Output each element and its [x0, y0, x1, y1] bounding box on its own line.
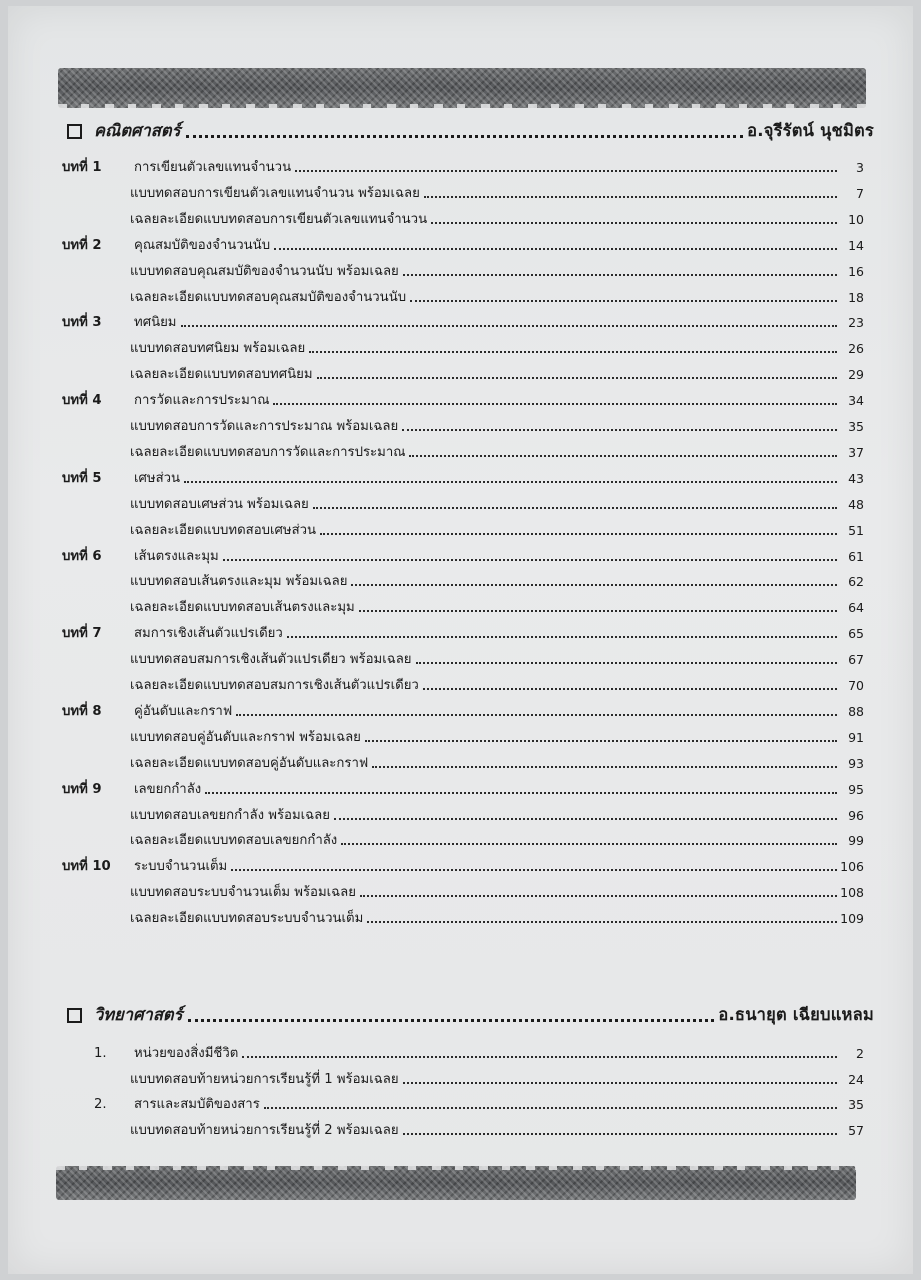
- sub-entry-title: แบบทดสอบระบบจำนวนเต็ม พร้อมเฉลย: [130, 885, 356, 901]
- chapter-title: สารและสมบัติของสาร: [134, 1097, 260, 1112]
- chapter-row[interactable]: [62, 620, 864, 642]
- dot-leader: [359, 610, 837, 612]
- chapter-title: เศษส่วน: [134, 470, 181, 486]
- sub-entry-row[interactable]: [62, 439, 864, 461]
- sub-entry-title: แบบทดสอบเส้นตรงและมุม พร้อมเฉลย: [130, 574, 348, 590]
- chapter-row[interactable]: [62, 853, 864, 875]
- page-number: 2: [856, 1046, 864, 1061]
- sub-entry-row[interactable]: [62, 180, 864, 202]
- page-number: 57: [848, 1122, 864, 1138]
- dot-leader: [264, 1107, 837, 1109]
- sub-entry-title: เฉลยละเอียดแบบทดสอบการวัดและการประมาณ: [130, 444, 406, 460]
- dot-leader: [236, 714, 837, 716]
- document-page: [8, 6, 913, 1274]
- decorative-band-top: [58, 68, 866, 108]
- dot-leader: [334, 818, 837, 820]
- sub-entry-row[interactable]: [62, 335, 864, 357]
- chapter-number: บทที่ 5: [62, 470, 102, 486]
- chapter-number: บทที่ 10: [62, 859, 111, 875]
- page-number: 7: [856, 185, 864, 201]
- dot-leader: [287, 636, 837, 638]
- sub-entry-title: แบบทดสอบทศนิยม พร้อมเฉลย: [130, 341, 306, 357]
- page-number: 34: [848, 393, 864, 409]
- sub-entry-row[interactable]: [62, 1066, 864, 1088]
- sub-entry-row[interactable]: [62, 206, 864, 228]
- chapter-row[interactable]: [62, 309, 864, 331]
- sub-entry-title: เฉลยละเอียดแบบทดสอบสมการเชิงเส้นตัวแปรเดียว: [130, 678, 419, 693]
- page-number: 95: [848, 781, 864, 797]
- sub-entry-title: เฉลยละเอียดแบบทดสอบเศษส่วน: [130, 522, 317, 538]
- sub-entry-row[interactable]: [62, 284, 864, 306]
- page-number: 10: [848, 211, 864, 227]
- chapter-title: ระบบจำนวนเต็ม: [134, 859, 228, 875]
- sub-entry-row[interactable]: [62, 646, 864, 668]
- page-number: 62: [848, 574, 864, 590]
- chapter-title: คุณสมบัติของจำนวนนับ: [134, 237, 271, 253]
- chapter-number: บทที่ 1: [62, 160, 102, 175]
- dot-leader: [184, 481, 837, 483]
- sub-entry-title: แบบทดสอบการวัดและการประมาณ พร้อมเฉลย: [130, 419, 399, 434]
- chapter-title: การวัดและการประมาณ: [134, 393, 270, 409]
- page-number: 64: [848, 600, 864, 616]
- chapter-title: การเขียนตัวเลขแทนจำนวน: [134, 160, 292, 175]
- page-number: 99: [848, 833, 864, 849]
- chapter-title: สมการเชิงเส้นตัวแปรเดียว: [134, 626, 283, 642]
- page-number: 108: [840, 885, 864, 901]
- dot-leader: [403, 1133, 837, 1135]
- sub-entry-row[interactable]: [62, 750, 864, 772]
- dot-leader: [205, 792, 837, 794]
- sub-entry-title: แบบทดสอบคุณสมบัติของจำนวนนับ พร้อมเฉลย: [130, 263, 399, 279]
- dot-leader: [351, 584, 837, 586]
- page-number: 3: [856, 160, 864, 175]
- page-number: 26: [848, 341, 864, 357]
- subject-author: อ.ธนายุต เฉียบแหลม: [718, 1005, 874, 1024]
- sub-entry-row[interactable]: [62, 672, 864, 694]
- chapter-title: เส้นตรงและมุม: [134, 548, 219, 564]
- dot-leader: [309, 351, 837, 353]
- page-number: 48: [848, 496, 864, 512]
- sub-entry-row[interactable]: [62, 879, 864, 901]
- dot-leader: [317, 377, 837, 379]
- page-number: 109: [840, 911, 864, 927]
- dot-leader: [424, 196, 837, 198]
- page-number: 61: [848, 548, 864, 564]
- page-number: 106: [840, 859, 864, 875]
- sub-entry-title: แบบทดสอบสมการเชิงเส้นตัวแปรเดียว พร้อมเฉลย: [130, 652, 412, 668]
- page-number: 96: [848, 807, 864, 823]
- sub-entry-title: แบบทดสอบท้ายหน่วยการเรียนรู้ที่ 2 พร้อมเฉลย: [130, 1122, 399, 1138]
- dot-leader: [295, 170, 837, 172]
- chapter-number: บทที่ 6: [62, 548, 102, 564]
- page-number: 67: [848, 652, 864, 668]
- sub-entry-title: เฉลยละเอียดแบบทดสอบทศนิยม: [130, 367, 313, 383]
- chapter-number: 2.: [94, 1097, 107, 1112]
- dot-leader: [313, 507, 837, 509]
- page-number: 35: [848, 1097, 864, 1112]
- dot-leader: [416, 662, 837, 664]
- checkbox-square-icon: [67, 1008, 82, 1023]
- chapter-title: เลขยกกำลัง: [134, 781, 202, 797]
- subject-title: วิทยาศาสตร์: [94, 1005, 183, 1024]
- chapter-title: ทศนิยม: [134, 315, 177, 331]
- dot-leader: [403, 1082, 837, 1084]
- sub-entry-row[interactable]: [62, 594, 864, 616]
- page-number: 65: [848, 626, 864, 642]
- chapter-number: บทที่ 4: [62, 393, 102, 409]
- chapter-number: บทที่ 3: [62, 315, 102, 331]
- page-number: 37: [848, 444, 864, 460]
- sub-entry-row[interactable]: [62, 413, 864, 435]
- sub-entry-row[interactable]: [62, 905, 864, 927]
- page-number: 43: [848, 470, 864, 486]
- dot-leader: [367, 921, 837, 923]
- dot-leader: [431, 222, 837, 224]
- subject-header: [62, 118, 874, 144]
- sub-entry-title: แบบทดสอบเลขยกกำลัง พร้อมเฉลย: [130, 807, 330, 823]
- chapter-row[interactable]: [62, 154, 864, 176]
- chapter-number: บทที่ 9: [62, 781, 102, 797]
- sub-entry-title: แบบทดสอบคู่อันดับและกราฟ พร้อมเฉลย: [130, 729, 361, 745]
- sub-entry-title: แบบทดสอบการเขียนตัวเลขแทนจำนวน พร้อมเฉลย: [130, 185, 420, 201]
- chapter-title: คู่อันดับและกราฟ: [134, 703, 233, 719]
- checkbox-square-icon: [67, 124, 82, 139]
- sub-entry-row[interactable]: [62, 517, 864, 539]
- chapter-number: บทที่ 8: [62, 703, 102, 719]
- dot-leader: [320, 533, 837, 535]
- page-number: 91: [848, 729, 864, 745]
- chapter-row[interactable]: [62, 1091, 864, 1113]
- chapter-row[interactable]: [62, 698, 864, 720]
- sub-entry-title: เฉลยละเอียดแบบทดสอบคู่อันดับและกราฟ: [130, 755, 369, 771]
- subject-header: [62, 1002, 874, 1028]
- sub-entry-title: เฉลยละเอียดแบบทดสอบการเขียนตัวเลขแทนจำนวน: [130, 211, 428, 227]
- dot-leader: [410, 300, 837, 302]
- page-number: 70: [848, 678, 864, 693]
- chapter-row[interactable]: [62, 1040, 864, 1062]
- sub-entry-title: เฉลยละเอียดแบบทดสอบระบบจำนวนเต็ม: [130, 911, 364, 927]
- page-number: 51: [848, 522, 864, 538]
- chapter-row[interactable]: [62, 776, 864, 798]
- dot-leader: [273, 403, 837, 405]
- chapter-title: หน่วยของสิ่งมีชีวิต: [134, 1046, 239, 1061]
- sub-entry-title: แบบทดสอบเศษส่วน พร้อมเฉลย: [130, 496, 309, 512]
- dot-leader: [372, 766, 837, 768]
- chapter-row[interactable]: [62, 543, 864, 565]
- sub-entry-title: เฉลยละเอียดแบบทดสอบเลขยกกำลัง: [130, 833, 338, 849]
- chapter-row[interactable]: [62, 465, 864, 487]
- sub-entry-row[interactable]: [62, 258, 864, 280]
- dot-leader: [423, 688, 837, 690]
- dot-leader: [242, 1056, 837, 1058]
- page-number: 14: [848, 237, 864, 253]
- dot-leader: [274, 248, 837, 250]
- sub-entry-row[interactable]: [62, 724, 864, 746]
- decorative-band-bottom: [56, 1166, 856, 1200]
- dot-leader: [231, 869, 837, 871]
- chapter-number: บทที่ 7: [62, 626, 102, 642]
- chapter-row[interactable]: [62, 232, 864, 254]
- subject-author: อ.จุรีรัตน์ นุชมิตร: [747, 121, 874, 140]
- sub-entry-row[interactable]: [62, 491, 864, 513]
- dot-leader: [403, 274, 837, 276]
- sub-entry-row[interactable]: [62, 827, 864, 849]
- chapter-number: บทที่ 2: [62, 237, 102, 253]
- dot-leader: [360, 895, 837, 897]
- sub-entry-title: เฉลยละเอียดแบบทดสอบเส้นตรงและมุม: [130, 600, 355, 616]
- dot-leader: [365, 740, 837, 742]
- page-number: 88: [848, 703, 864, 719]
- page-number: 93: [848, 755, 864, 771]
- chapter-row[interactable]: [62, 387, 864, 409]
- dot-leader: [181, 325, 838, 327]
- sub-entry-row[interactable]: [62, 361, 864, 383]
- dot-leader: [341, 843, 837, 845]
- chapter-number: 1.: [94, 1046, 107, 1061]
- subject-title: คณิตศาสตร์: [94, 121, 181, 140]
- dot-leader: [409, 455, 837, 457]
- sub-entry-row[interactable]: [62, 1117, 864, 1139]
- page-number: 23: [848, 315, 864, 331]
- dot-leader: [188, 1019, 714, 1022]
- dot-leader: [186, 135, 743, 138]
- page-number: 24: [848, 1071, 864, 1087]
- sub-entry-row[interactable]: [62, 802, 864, 824]
- page-number: 18: [848, 289, 864, 305]
- dot-leader: [223, 559, 837, 561]
- sub-entry-title: เฉลยละเอียดแบบทดสอบคุณสมบัติของจำนวนนับ: [130, 289, 407, 305]
- sub-entry-row[interactable]: [62, 568, 864, 590]
- page-number: 35: [848, 419, 864, 434]
- dot-leader: [402, 429, 837, 431]
- page-number: 16: [848, 263, 864, 279]
- page-number: 29: [848, 367, 864, 383]
- sub-entry-title: แบบทดสอบท้ายหน่วยการเรียนรู้ที่ 1 พร้อมเฉลย: [130, 1071, 399, 1087]
